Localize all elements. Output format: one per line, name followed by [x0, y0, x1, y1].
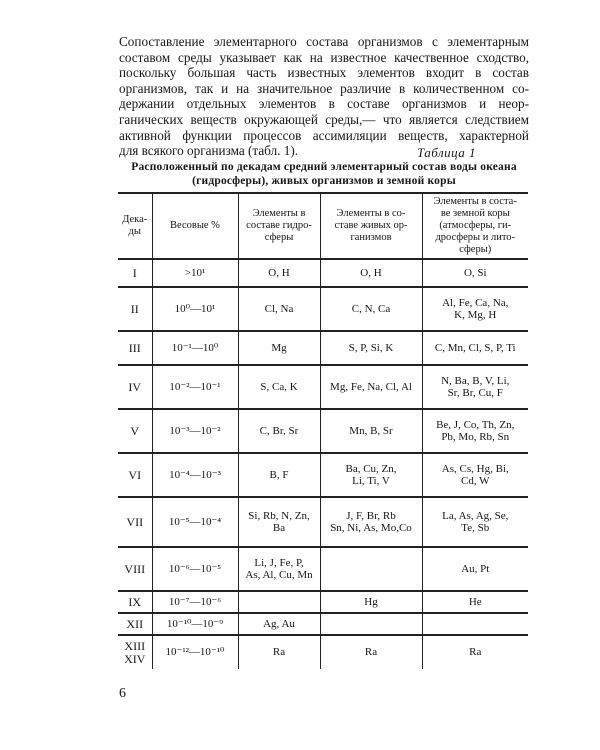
- crust-cell: Ra: [422, 635, 528, 669]
- hydrosphere-cell: Li, J, Fe, P, As, Al, Cu, Mn: [238, 547, 320, 591]
- table-row: [118, 547, 528, 591]
- table-caption-line: (гидросферы), живых организмов и земной коры: [192, 174, 456, 187]
- weight-percent-cell: >10¹: [152, 259, 238, 287]
- paragraph-line: организмов, так и на значительное различие в количественном со-: [119, 80, 529, 96]
- decade-cell: XII: [118, 613, 152, 635]
- organisms-cell: [320, 547, 422, 591]
- table-row: [118, 453, 528, 497]
- paragraph-line: составом среды указывает как на известное качественное сходство,: [119, 49, 529, 65]
- table-caption: [119, 161, 529, 188]
- crust-cell: Au, Pt: [422, 547, 528, 591]
- weight-percent-cell: 10⁻⁷—10⁻⁶: [152, 591, 238, 613]
- organisms-cell: Mg, Fe, Na, Cl, Al: [320, 365, 422, 409]
- table-number-label: Таблица 1: [417, 145, 477, 160]
- weight-percent-cell: 10⁻⁶—10⁻⁵: [152, 547, 238, 591]
- weight-percent-cell: 10⁻³—10⁻²: [152, 409, 238, 453]
- crust-cell: As, Cs, Hg, Bi, Cd, W: [422, 453, 528, 497]
- crust-cell: N, Ba, B, V, Li, Sr, Br, Cu, F: [422, 365, 528, 409]
- header-living-organisms: Элементы в со- ставе живых ор- ганизмов: [320, 193, 422, 259]
- intro-paragraph: [119, 34, 529, 159]
- crust-cell: Al, Fe, Ca, Na, K, Mg, H: [422, 287, 528, 331]
- crust-cell: La, As, Ag, Se, Te, Sb: [422, 497, 528, 547]
- decade-cell: XIII XIV: [118, 635, 152, 669]
- hydrosphere-cell: B, F: [238, 453, 320, 497]
- hydrosphere-cell: Mg: [238, 331, 320, 365]
- hydrosphere-cell: S, Ca, K: [238, 365, 320, 409]
- table-row: [118, 635, 528, 669]
- crust-cell: C, Mn, Cl, S, P, Ti: [422, 331, 528, 365]
- paragraph-line: держании отдельных элементов в составе организмов и неор-: [119, 96, 529, 112]
- weight-percent-cell: 10⁰—10¹: [152, 287, 238, 331]
- table-caption-line: Расположенный по декадам средний элементарный состав воды океана: [131, 161, 517, 173]
- weight-percent-cell: 10⁻¹—10⁰: [152, 331, 238, 365]
- decade-cell: VI: [118, 453, 152, 497]
- header-earth-crust: Элементы в соста- ве земной коры (атмосферы, ги- дросферы и лито- сферы): [422, 193, 528, 259]
- organisms-cell: S, P, Si, K: [320, 331, 422, 365]
- hydrosphere-cell: [238, 591, 320, 613]
- organisms-cell: C, N, Ca: [320, 287, 422, 331]
- table-row: [118, 259, 528, 287]
- weight-percent-cell: 10⁻¹⁰—10⁻⁹: [152, 613, 238, 635]
- crust-cell: He: [422, 591, 528, 613]
- organisms-cell: Mn, B, Sr: [320, 409, 422, 453]
- paragraph-line: поскольку большая часть известных элементов входит в состав: [119, 65, 529, 81]
- decade-cell: VII: [118, 497, 152, 547]
- paragraph-line: активной функции процессов ассимиляции веществ, характерной: [119, 127, 529, 143]
- hydrosphere-cell: C, Br, Sr: [238, 409, 320, 453]
- elements-by-decade-table: [118, 192, 528, 669]
- crust-cell: O, Si: [422, 259, 528, 287]
- hydrosphere-cell: Ra: [238, 635, 320, 669]
- table-body: [118, 259, 528, 669]
- paragraph-line: Сопоставление элементарного состава организмов с элементарным: [119, 34, 529, 49]
- table-row: [118, 613, 528, 635]
- paragraph-line: для всякого организма (табл. 1).: [119, 143, 299, 159]
- header-decades: Дека- ды: [118, 193, 152, 259]
- table-row: [118, 409, 528, 453]
- crust-cell: Be, J, Co, Th, Zn, Pb, Mo, Rb, Sn: [422, 409, 528, 453]
- decade-cell: V: [118, 409, 152, 453]
- weight-percent-cell: 10⁻⁴—10⁻³: [152, 453, 238, 497]
- table-row: [118, 331, 528, 365]
- organisms-cell: Ba, Cu, Zn, Li, Ti, V: [320, 453, 422, 497]
- organisms-cell: J, F, Br, Rb Sn, Ni, As, Mo,Co: [320, 497, 422, 547]
- table-row: [118, 365, 528, 409]
- table-row: [118, 287, 528, 331]
- hydrosphere-cell: O, H: [238, 259, 320, 287]
- decade-cell: VIII: [118, 547, 152, 591]
- header-weight-percent: Весовые %: [152, 193, 238, 259]
- hydrosphere-cell: Si, Rb, N, Zn, Ba: [238, 497, 320, 547]
- paragraph-line: ганических веществ окружающей среды,— что является следствием: [119, 111, 529, 127]
- table-row: [118, 591, 528, 613]
- table-row: [118, 497, 528, 547]
- hydrosphere-cell: Cl, Na: [238, 287, 320, 331]
- organisms-cell: Ra: [320, 635, 422, 669]
- decade-cell: II: [118, 287, 152, 331]
- table-header-row: [118, 193, 528, 259]
- hydrosphere-cell: Ag, Au: [238, 613, 320, 635]
- organisms-cell: O, H: [320, 259, 422, 287]
- decade-cell: IV: [118, 365, 152, 409]
- organisms-cell: [320, 613, 422, 635]
- decade-cell: III: [118, 331, 152, 365]
- decade-cell: IX: [118, 591, 152, 613]
- organisms-cell: Hg: [320, 591, 422, 613]
- page-number: 6: [119, 686, 126, 701]
- decade-cell: I: [118, 259, 152, 287]
- header-hydrosphere: Элементы в составе гидро- сферы: [238, 193, 320, 259]
- weight-percent-cell: 10⁻²—10⁻¹: [152, 365, 238, 409]
- weight-percent-cell: 10⁻⁵—10⁻⁴: [152, 497, 238, 547]
- crust-cell: [422, 613, 528, 635]
- weight-percent-cell: 10⁻¹²—10⁻¹⁰: [152, 635, 238, 669]
